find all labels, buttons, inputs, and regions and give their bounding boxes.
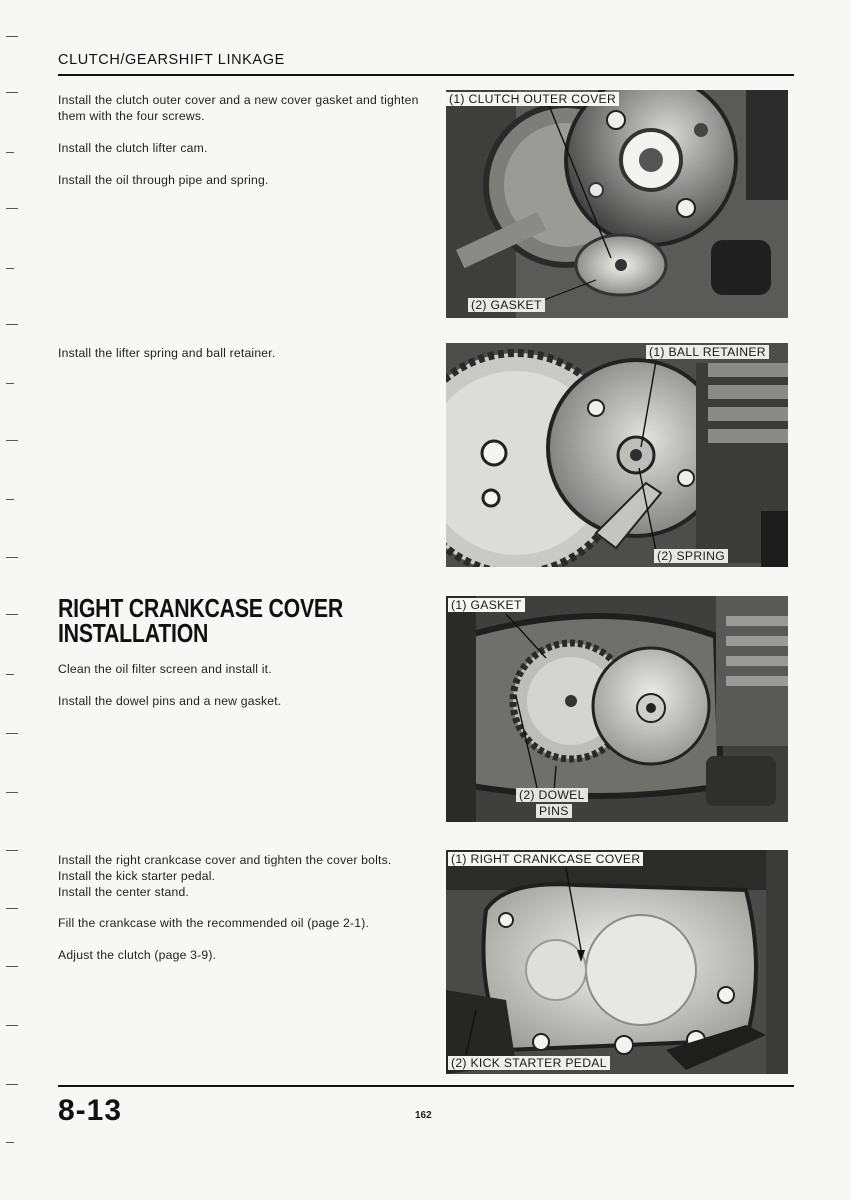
margin-mark xyxy=(6,614,18,615)
instruction-install-kick-pedal: Install the kick starter pedal. xyxy=(58,869,216,883)
margin-mark xyxy=(6,966,18,967)
margin-mark xyxy=(6,440,18,441)
label-ball-retainer: (1) BALL RETAINER xyxy=(646,345,769,359)
margin-mark xyxy=(6,324,18,325)
label-spring: (2) SPRING xyxy=(654,549,728,563)
margin-mark xyxy=(6,674,14,675)
margin-mark xyxy=(6,499,14,500)
footer-divider xyxy=(58,1085,794,1087)
label-dowel: (2) DOWEL xyxy=(516,788,588,802)
label-kick-starter-pedal: (2) KICK STARTER PEDAL xyxy=(448,1056,610,1070)
photo-right-crankcase-cover xyxy=(446,850,788,1074)
page-header-title: CLUTCH/GEARSHIFT LINKAGE xyxy=(58,52,285,68)
header-divider xyxy=(58,74,794,76)
margin-mark xyxy=(6,908,18,909)
margin-mark xyxy=(6,1142,14,1143)
margin-mark xyxy=(6,1025,18,1026)
label-gasket: (1) GASKET xyxy=(448,598,525,612)
instruction-clean-oil-filter: Clean the oil filter screen and install it. xyxy=(58,662,272,676)
margin-mark xyxy=(6,208,18,209)
photo-clutch-outer-cover xyxy=(446,90,788,318)
margin-mark xyxy=(6,152,14,153)
instruction-install-crankcase-cover: Install the right crankcase cover and tighten the cover bolts. xyxy=(58,853,392,867)
margin-mark xyxy=(6,850,18,851)
margin-mark xyxy=(6,1084,18,1085)
photo-ball-retainer-spring xyxy=(446,343,788,567)
margin-mark xyxy=(6,792,18,793)
label-right-crankcase-cover: (1) RIGHT CRANKCASE COVER xyxy=(448,852,643,866)
instruction-install-lifter-spring: Install the lifter spring and ball retainer. xyxy=(58,346,276,360)
instruction-fill-oil: Fill the crankcase with the recommended oil (page 2-1). xyxy=(58,916,370,930)
label-clutch-outer-cover: (1) CLUTCH OUTER COVER xyxy=(446,92,619,106)
margin-mark xyxy=(6,733,18,734)
margin-mark xyxy=(6,268,14,269)
instruction-install-outer-cover: Install the clutch outer cover and a new cover gasket and tighten them with the four screws. xyxy=(58,93,419,123)
margin-mark xyxy=(6,36,18,37)
instruction-install-lifter-cam: Install the clutch lifter cam. xyxy=(58,141,208,155)
label-pins: PINS xyxy=(536,804,572,818)
page-number: 8-13 xyxy=(58,1094,123,1127)
margin-mark xyxy=(6,383,14,384)
margin-mark xyxy=(6,92,18,93)
instruction-install-oil-pipe: Install the oil through pipe and spring. xyxy=(58,173,269,187)
instruction-adjust-clutch: Adjust the clutch (page 3-9). xyxy=(58,948,217,962)
photo-gasket-dowel-pins xyxy=(446,596,788,822)
page-count: 162 xyxy=(415,1110,432,1121)
instruction-install-dowel-pins: Install the dowel pins and a new gasket. xyxy=(58,694,282,708)
section-heading: RIGHT CRANKCASE COVER INSTALLATION xyxy=(58,593,344,648)
margin-mark xyxy=(6,557,18,558)
instruction-install-center-stand: Install the center stand. xyxy=(58,885,190,899)
label-gasket: (2) GASKET xyxy=(468,298,545,312)
